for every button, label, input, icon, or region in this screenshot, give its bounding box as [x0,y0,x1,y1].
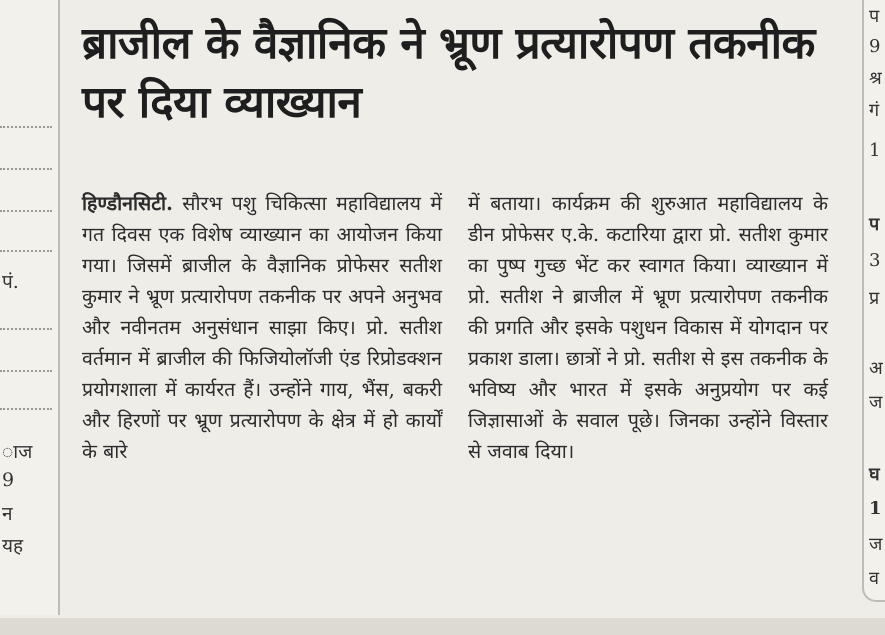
right-text-fragment: 9 [869,36,881,57]
right-text-fragment: प [869,214,880,235]
dotted-rule [0,250,52,252]
left-text-fragment: न [2,503,13,525]
left-text-fragment: ाज [2,441,33,463]
right-text-fragment: प [869,6,880,27]
article-column-2-text: में बताया। कार्यक्रम की शुरुआत महाविद्यालय के डीन प्रोफेसर ए.के. कटारिया द्वारा प्रो. सतीश कुमार का पुष्प गुच्छ भेंट कर स्वागत किया। व्याख्यान में प्रो. सतीश ने ब्राजील में भ्रूण प्रत्यारोपण तकनीक की प्रगति और इसके पशुधन विकास में योगदान पर प्रकाश डाला। छात्रों ने प्रो. सतीश से इस तकनीक के भविष्य और भारत में इसके अनुप्रयोग पर कई जिज्ञासाओं के सवाल पूछे। जिनका उन्होंने विस्तार से जवाब दिया। [468,192,828,463]
dotted-rule [0,126,52,128]
right-adjacent-column [862,0,885,602]
dotted-rule [0,370,52,372]
dotted-rule [0,168,52,170]
article-column-1-text: सौरभ पशु चिकित्सा महाविद्यालय में गत दिवस एक विशेष व्याख्यान का आयोजन किया गया। जिसमें ब्राजील के वैज्ञानिक प्रोफेसर सतीश कुमार ने भ्रूण प्रत्यारोपण तकनीक पर अपने अनुभव और नवीनतम अनुसंधान साझा किए। प्रो. सतीश वर्तमान में ब्राजील की फिजियोलॉजी एंड रिप्रोडक्शन प्रयोगशाला में कार्यरत हैं। उन्होंने गाय, भैंस, बकरी और हिरणों पर भ्रूण प्रत्यारोपण के क्षेत्र में हो कार्यों के बारे [82,192,442,463]
right-text-fragment: 1 [869,140,881,161]
right-text-fragment: गं [869,100,880,121]
article-dateline: हिण्डौनसिटी. [82,192,173,215]
right-text-fragment: 3 [869,250,881,271]
right-text-fragment: अ [869,358,883,379]
page-bottom-edge [0,618,885,635]
article-column-2 [468,188,828,467]
article-column-1 [82,188,442,467]
right-text-fragment: घ [869,464,880,485]
right-text-fragment: ज [869,534,883,555]
right-text-fragment: श्र [869,68,882,89]
left-text-fragment: यह [2,535,24,557]
right-text-fragment: व [869,568,880,589]
article-headline: ब्राजील के वैज्ञानिक ने भ्रूण प्रत्यारोपण तकनीक पर दिया व्याख्यान [82,18,815,128]
left-adjacent-column [0,0,60,615]
right-text-fragment: 1 [869,498,882,519]
left-text-fragment: 9 [2,469,15,491]
news-article [62,0,858,620]
right-text-fragment: प्र [869,288,880,309]
right-text-fragment: ज [869,392,883,413]
dotted-rule [0,328,52,330]
left-text-fragment: पं. [2,271,19,293]
dotted-rule [0,210,52,212]
dotted-rule [0,408,52,410]
